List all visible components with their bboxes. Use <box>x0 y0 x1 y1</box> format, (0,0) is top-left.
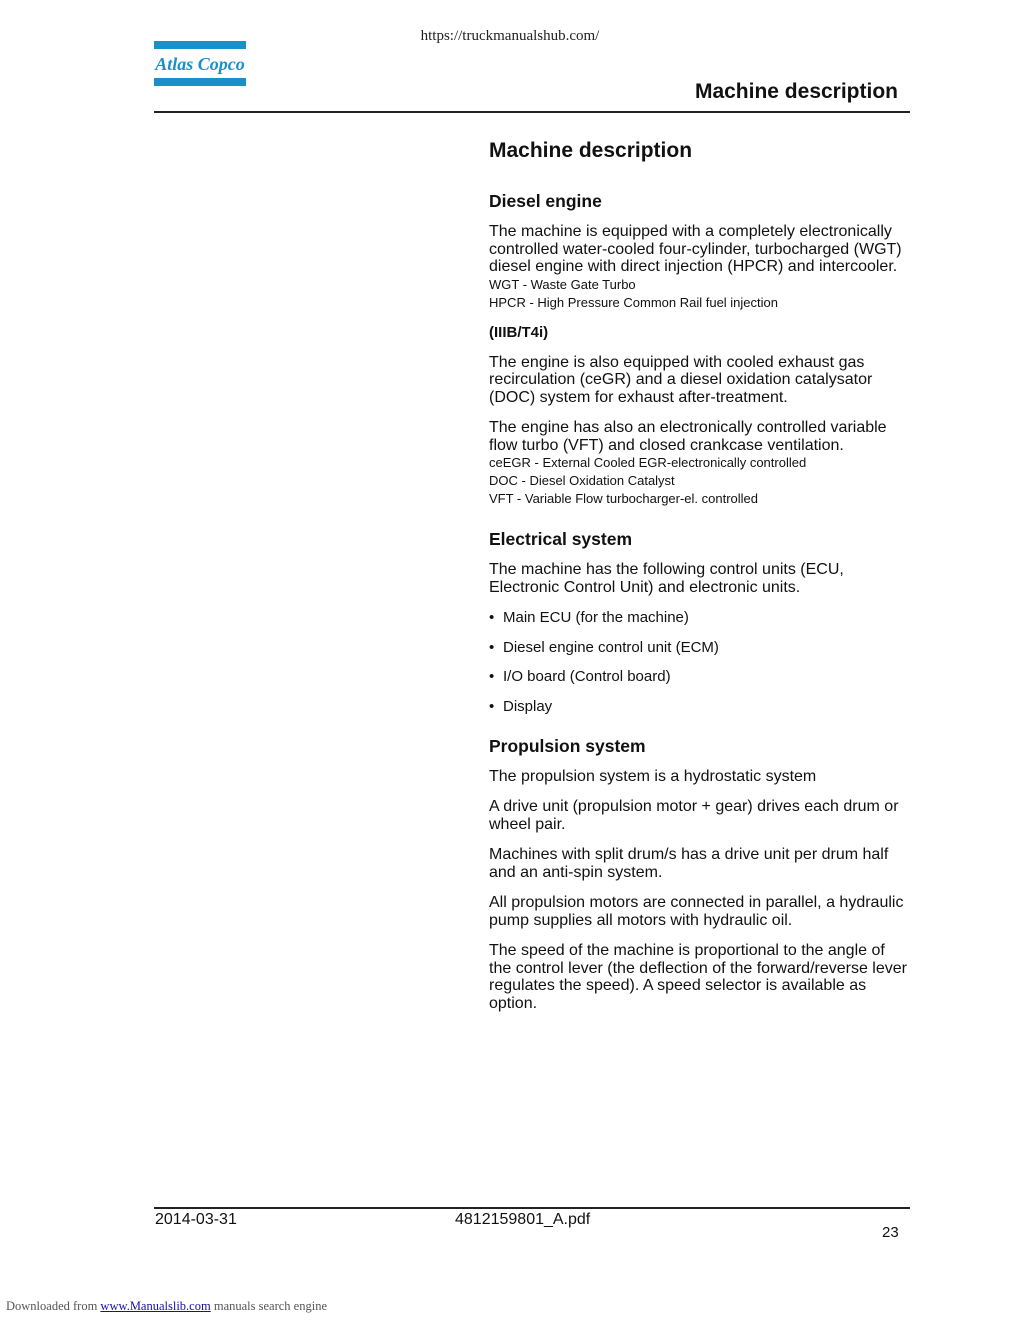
diesel-para-2: The engine is also equipped with cooled exhaust gas recirculation (ceGR) and a diesel oxidation catalysator (DOC) system for exhaust after-treatment. <box>489 353 873 406</box>
footer-filename: 4812159801_A.pdf <box>455 1211 591 1228</box>
download-source-bar <box>6 1299 327 1314</box>
page-title: Machine description <box>489 139 693 162</box>
bullet-icon: • <box>489 697 495 715</box>
footer-date: 2014-03-31 <box>155 1211 237 1228</box>
abbr-hpcr: HPCR - High Pressure Common Rail fuel injection <box>489 294 778 310</box>
download-prefix: Downloaded from <box>6 1299 98 1313</box>
abbr-wgt: WGT - Waste Gate Turbo <box>489 276 636 292</box>
propulsion-para-3: Machines with split drum/s has a drive unit per drum half and an anti-spin system. <box>489 846 889 881</box>
electrical-system-heading: Electrical system <box>489 529 633 549</box>
download-suffix: manuals search engine <box>213 1299 327 1313</box>
bullet-icon: • <box>489 638 495 656</box>
propulsion-para-1: The propulsion system is a hydrostatic system <box>489 767 817 785</box>
list-item: • Main ECU (for the machine) <box>489 609 689 626</box>
header-title: Machine description <box>694 80 898 103</box>
manualslib-link[interactable]: www.Manualslib.com <box>100 1299 211 1313</box>
footer-divider <box>154 1207 910 1209</box>
propulsion-para-5: The speed of the machine is proportional to the angle of the control lever (the deflection of the forward/reverse lever regulates the speed). A speed selector is available as option. <box>489 942 907 1012</box>
abbr-vft: VFT - Variable Flow turbocharger-el. controlled <box>489 491 759 506</box>
atlas-copco-logo <box>154 41 246 86</box>
page-number: 23 <box>882 1224 899 1241</box>
propulsion-system-heading: Propulsion system <box>489 735 646 756</box>
bullet-icon: • <box>489 668 495 685</box>
electrical-para-1: The machine has the following control units (ECU, Electronic Control Unit) and electronic units. <box>489 561 844 596</box>
diesel-para-3: The engine has also an electronically controlled variable flow turbo (VFT) and closed crankcase ventilation. <box>489 419 887 454</box>
propulsion-para-4: All propulsion motors are connected in parallel, a hydraulic pump supplies all motors with hydraulic oil. <box>489 894 904 929</box>
diesel-engine-heading: Diesel engine <box>489 191 602 211</box>
list-item: • Display <box>489 697 553 715</box>
main-content <box>489 138 909 1025</box>
bullet-icon: • <box>489 609 495 626</box>
list-item: • I/O board (Control board) <box>489 668 671 685</box>
abbr-doc: DOC - Diesel Oxidation Catalyst <box>489 473 675 488</box>
control-units-list <box>489 609 909 716</box>
svg-text:Atlas Copco: Atlas Copco <box>155 54 245 74</box>
diesel-para-1: The machine is equipped with a completely electronically controlled water-cooled four-cylinder, turbocharged (WGT) diesel engine with direct injection (HPCR) and intercooler. <box>489 223 902 275</box>
propulsion-para-2: A drive unit (propulsion motor + gear) drives each drum or wheel pair. <box>489 798 899 833</box>
emission-tier-subheading: (IIIB/T4i) <box>489 323 549 341</box>
header-divider <box>154 111 910 113</box>
abbr-ceegr: ceEGR - External Cooled EGR-electronically controlled <box>489 455 807 470</box>
source-url: https://truckmanualshub.com/ <box>420 28 600 44</box>
list-item: • Diesel engine control unit (ECM) <box>489 638 719 656</box>
